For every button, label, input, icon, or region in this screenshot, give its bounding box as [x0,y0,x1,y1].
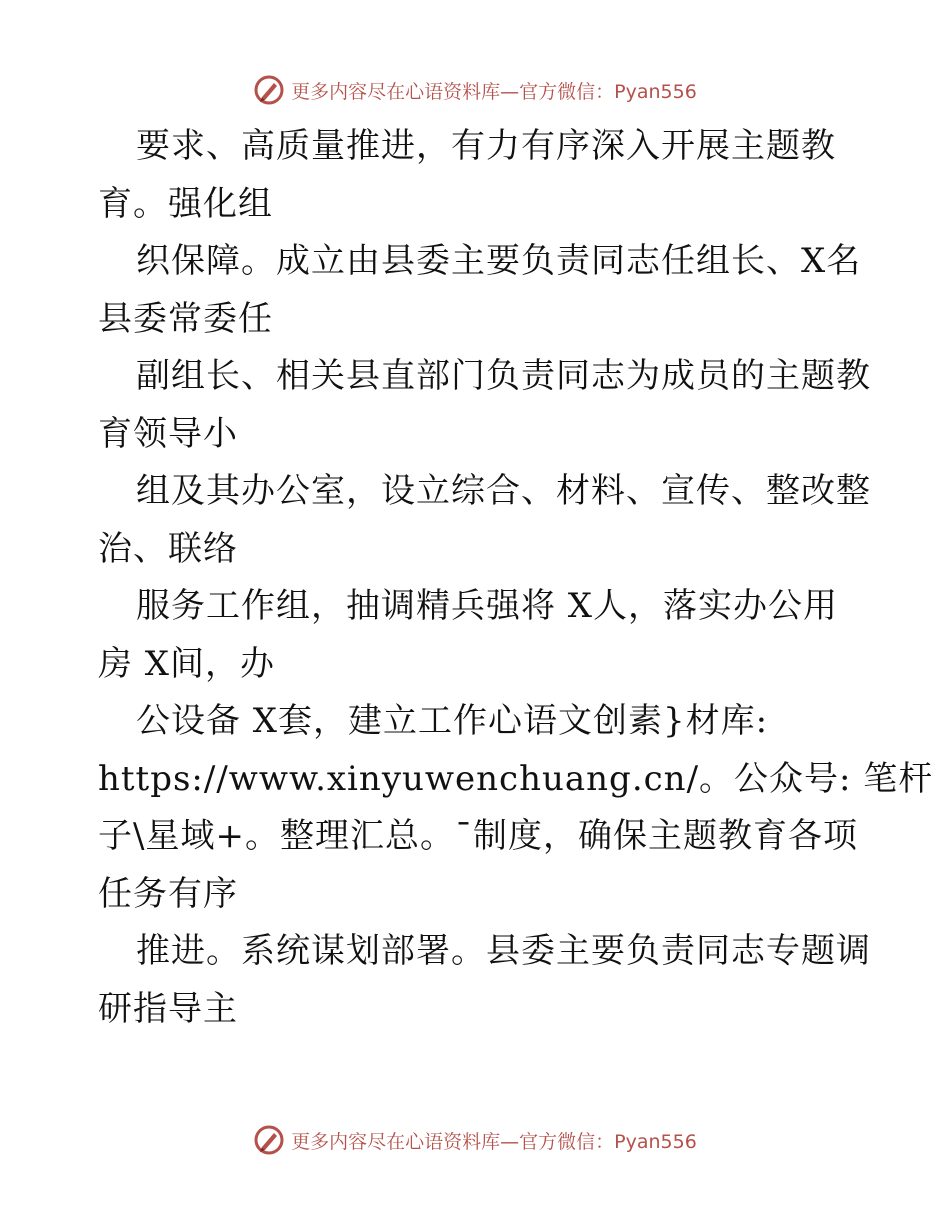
header-banner-text: 更多内容尽在心语资料库—官方微信：Pyan556 [291,80,697,103]
footer-banner [0,1120,950,1160]
paragraph-line: 副组长、相关县直部门负责同志为成员的主题教 [136,356,871,396]
paragraph-line: 育。强化组 [98,183,273,224]
paragraph-line: 房 X间，办 [98,643,276,684]
paragraph-line: 织保障。成立由县委主要负责同志任组长、X名 [136,241,862,281]
paragraph-line: 育领导小 [98,413,238,454]
pen-logo-icon [253,74,285,106]
footer-banner-text: 更多内容尽在心语资料库—官方微信：Pyan556 [291,1130,697,1153]
paragraph-line: 组及其办公室，设立综合、材料、宣传、整改整 [136,471,871,511]
paragraph-line: 治、联络 [98,528,238,569]
paragraph-line: 公设备 X套，建立工作心语文创素}材库: [136,701,769,741]
paragraph-line: 研指导主 [98,988,238,1029]
paragraph-line: https://www.xinyuwenchuang.cn/。公众号: 笔杆 [98,758,934,799]
paragraph-line: 要求、高质量推进，有力有序深入开展主题教 [136,126,836,166]
pen-logo-icon [253,1124,285,1156]
paragraph-line: 推进。系统谋划部署。县委主要负责同志专题调 [136,931,871,971]
header-banner [0,70,950,110]
paragraph-line: 子\星域+。整理汇总。¯制度，确保主题教育各项 [98,816,858,856]
paragraph-line: 服务工作组，抽调精兵强将 X人，落实办公用 [136,586,839,626]
paragraph-line: 县委常委任 [98,298,273,339]
document-body [98,118,934,1038]
paragraph-line: 任务有序 [98,873,238,914]
